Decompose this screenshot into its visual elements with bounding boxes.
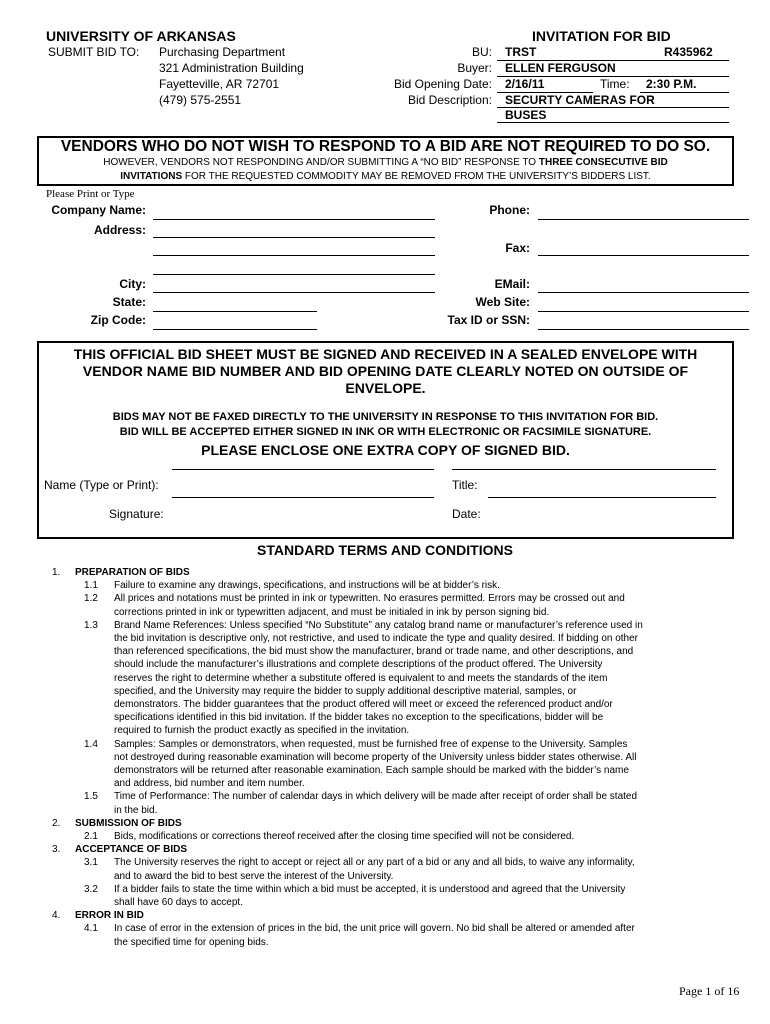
buyer-label: Buyer: xyxy=(457,61,492,75)
address-field-1[interactable] xyxy=(153,237,435,238)
website-label: Web Site: xyxy=(475,295,530,309)
clause-1-3 xyxy=(114,619,722,738)
address-line-4: (479) 575-2551 xyxy=(159,93,242,107)
clause-2-1 xyxy=(114,830,722,843)
official-line-1: THIS OFFICIAL BID SHEET MUST BE SIGNED AND RECEIVED IN A SEALED ENVELOPE WITH xyxy=(73,346,698,362)
phone-field[interactable] xyxy=(538,219,749,220)
fax-notice-2: BID WILL BE ACCEPTED EITHER SIGNED IN INK OR WITH ELECTRONIC OR FACSIMILE SIGNATURE. xyxy=(119,426,652,438)
clause-3-2 xyxy=(114,883,722,909)
clause-1-2 xyxy=(114,592,722,618)
section-3-title: ACCEPTANCE OF BIDS xyxy=(75,844,188,856)
title-line-upper xyxy=(452,469,716,470)
section-2-number: 2. xyxy=(52,817,61,829)
company-label: Company Name: xyxy=(51,203,146,217)
clause-line: required to furnish the product exactly as specified in the invitation. xyxy=(114,725,410,737)
clause-line: The University reserves the right to accept or reject all or any part of a bid or any and all bids, to waive any informality, xyxy=(114,857,635,869)
buyer-value: ELLEN FERGUSON xyxy=(505,61,616,75)
official-line-2: VENDOR NAME BID NUMBER AND BID OPENING DATE CLEARLY NOTED ON OUTSIDE OF xyxy=(82,363,689,379)
fax-label: Fax: xyxy=(505,241,530,255)
title-field[interactable] xyxy=(488,497,716,498)
zip-field[interactable] xyxy=(153,329,317,330)
signature-label: Signature: xyxy=(109,507,164,521)
clause-line: corrections printed in ink or typewritten adjacent, and must be initialed in ink by person signing bid. xyxy=(114,606,550,618)
time-label: Time: xyxy=(600,77,630,91)
vendor-notice-line-2 xyxy=(37,171,734,182)
clause-line: the bid invitation is descriptive only, not restrictive, and used to indicate the type and quality desired. If bidding on other xyxy=(114,633,639,644)
clause-line: If a bidder fails to state the time within which a bid must be accepted, it is understood and agreed that the University xyxy=(114,883,626,895)
clause-line: and to award the bid to best serve the interest of the University. xyxy=(114,870,394,882)
section-2-title: SUBMISSION OF BIDS xyxy=(75,817,182,829)
terms-heading: STANDARD TERMS AND CONDITIONS xyxy=(257,542,513,558)
taxid-label: Tax ID or SSN: xyxy=(447,313,530,327)
company-field[interactable] xyxy=(153,219,435,220)
clause-line: and address, bid number and item number. xyxy=(114,778,305,790)
phone-label: Phone: xyxy=(489,203,530,217)
website-field[interactable] xyxy=(538,311,749,312)
clause-line: Brand Name References: Unless specified “No Substitute” any catalog brand name or manufacturer’s reference used in xyxy=(114,619,643,631)
email-label: EMail: xyxy=(494,277,530,291)
clause-4-1 xyxy=(114,922,722,948)
address-line-1: Purchasing Department xyxy=(159,45,286,59)
clause-4-1-number: 4.1 xyxy=(84,923,98,935)
clause-1-3-number: 1.3 xyxy=(84,619,98,631)
zip-label: Zip Code: xyxy=(90,313,146,327)
vendor-notice-line-1 xyxy=(37,157,734,168)
clause-line: not destroyed during reasonable examination will become property of the University unless bidder states otherwise. All xyxy=(114,751,637,763)
address-line-3: Fayetteville, AR 72701 xyxy=(159,77,280,91)
clause-line: shall have 60 days to accept. xyxy=(114,897,243,908)
time-value: 2:30 P.M. xyxy=(646,77,697,91)
state-field[interactable] xyxy=(153,311,317,312)
city-label: City: xyxy=(119,277,146,291)
clause-line: Time of Performance: The number of calendar days in which delivery will be made after receipt of order shall be stated xyxy=(114,791,638,803)
clause-line: specified, and the University may require the bidder to supply additional descriptive material, samples, or xyxy=(114,685,577,697)
address-field-2[interactable] xyxy=(153,255,435,256)
section-1-title: PREPARATION OF BIDS xyxy=(75,567,190,578)
state-label: State: xyxy=(112,295,146,309)
section-1-number: 1. xyxy=(52,567,61,578)
section-4-number: 4. xyxy=(52,910,61,922)
invitation-title: INVITATION FOR BID xyxy=(532,28,671,44)
city-field[interactable] xyxy=(153,292,435,293)
clause-line: Samples: Samples or demonstrators, when requested, must be furnished free of expense to the University. Samples xyxy=(114,738,628,750)
clause-line: than referenced specifications, the bid must show the manufacturer, brand or trade name, and other descriptions, and xyxy=(114,646,634,658)
name-label: Name (Type or Print): xyxy=(44,478,159,492)
clause-3-2-number: 3.2 xyxy=(84,883,98,895)
clause-line: the specified time for opening bids. xyxy=(114,936,269,948)
clause-1-2-number: 1.2 xyxy=(84,593,98,605)
clause-line: demonstrators. The bidder guarantees that the product offered will meet or exceed the referenced product and/or xyxy=(114,699,613,711)
clause-1-4 xyxy=(114,738,722,791)
clause-1-5-number: 1.5 xyxy=(84,791,98,803)
opening-date-label: Bid Opening Date: xyxy=(393,77,492,91)
opening-date-value: 2/16/11 xyxy=(505,77,545,91)
taxid-field[interactable] xyxy=(538,329,749,330)
address-line-2: 321 Administration Building xyxy=(159,61,304,75)
clause-line: in the bid. xyxy=(114,804,158,816)
description-label: Bid Description: xyxy=(407,93,492,107)
submit-label: SUBMIT BID TO: xyxy=(48,45,140,59)
clause-line: demonstrators will be returned after reasonable examination. Each sample should be marked with the bidder’s name xyxy=(114,765,629,776)
fax-field[interactable] xyxy=(538,255,749,256)
clause-1-1 xyxy=(114,579,722,592)
notice-text-1a: HOWEVER, VENDORS NOT RESPONDING AND/OR SUBMITTING A “NO BID” RESPONSE TO xyxy=(103,157,539,168)
name-line-upper xyxy=(172,469,434,470)
description-line-2: BUSES xyxy=(505,108,547,122)
clause-1-5 xyxy=(114,790,722,816)
date-label: Date: xyxy=(452,507,481,521)
terms-body xyxy=(0,566,770,966)
clause-line: reserves the right to determine whether a substitute offered is equivalent to and meets the standards of the item xyxy=(114,672,608,684)
clause-line: Failure to examine any drawings, specifications, and instructions will be at bidder’s risk. xyxy=(114,580,500,592)
description-line-1: SECURTY CAMERAS FOR xyxy=(505,93,655,107)
enclose-copy-notice: PLEASE ENCLOSE ONE EXTRA COPY OF SIGNED BID. xyxy=(201,442,570,458)
email-field[interactable] xyxy=(538,292,749,293)
clause-3-1-number: 3.1 xyxy=(84,857,98,869)
clause-1-1-number: 1.1 xyxy=(84,580,98,592)
vendor-notice-title: VENDORS WHO DO NOT WISH TO RESPOND TO A BID ARE NOT REQUIRED TO DO SO. xyxy=(60,138,711,155)
notice-text-2a: INVITATIONS xyxy=(120,171,183,182)
clause-1-4-number: 1.4 xyxy=(84,738,98,750)
fax-notice-1: BIDS MAY NOT BE FAXED DIRECTLY TO THE UNIVERSITY IN RESPONSE TO THIS INVITATION FOR BID. xyxy=(112,411,659,423)
notice-text-1b: THREE CONSECUTIVE BID xyxy=(538,157,668,168)
clause-line: In case of error in the extension of prices in the bid, the unit price will govern. No bid shall be altered or amended after xyxy=(114,923,635,935)
clause-line: All prices and notations must be printed in ink or typewritten. No erasures permitted. Errors may be crossed out and xyxy=(114,593,625,605)
clause-line: Bids, modifications or corrections thereof received after the closing time specified will not be considered. xyxy=(114,831,575,842)
section-3-number: 3. xyxy=(52,844,61,856)
title-label: Title: xyxy=(452,478,478,492)
clause-2-1-number: 2.1 xyxy=(84,831,98,842)
name-field[interactable] xyxy=(172,497,434,498)
university-name: UNIVERSITY OF ARKANSAS xyxy=(46,28,236,44)
section-4-title: ERROR IN BID xyxy=(75,910,144,922)
page-number: Page 1 of 16 xyxy=(679,984,740,998)
address-field-3[interactable] xyxy=(153,274,435,275)
address-label: Address: xyxy=(93,223,146,237)
print-note: Please Print or Type xyxy=(46,188,135,200)
clause-line: should include the manufacturer’s illustrations and complete descriptions of the product offered. The University xyxy=(114,659,603,671)
clause-line: specifications identified in this bid invitation. If the bidder takes no exception to the specifications, bidder will be xyxy=(114,712,604,724)
description-line-rule-2 xyxy=(497,122,729,123)
bid-number: R435962 xyxy=(664,45,713,59)
notice-text-2b: FOR THE REQUESTED COMMODITY MAY BE REMOVED FROM THE UNIVERSITY’S BIDDERS LIST. xyxy=(182,171,651,182)
bu-value: TRST xyxy=(505,45,537,59)
official-line-3: ENVELOPE. xyxy=(345,380,426,396)
clause-3-1 xyxy=(114,856,722,882)
bu-label: BU: xyxy=(471,45,492,59)
